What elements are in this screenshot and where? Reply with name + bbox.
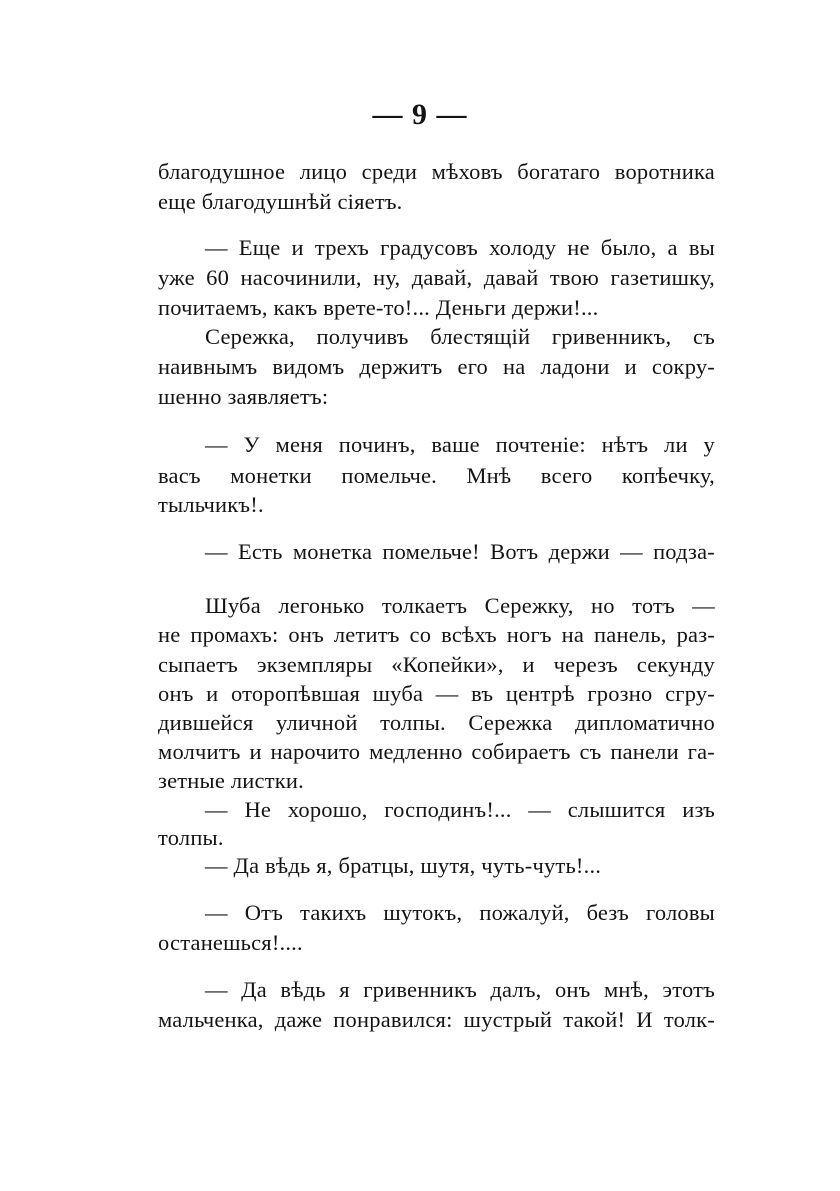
text-line: онъ и оторопѣвшая шуба — въ центрѣ грозно сгру- [158,681,715,706]
text-line: молчитъ и нарочито медленно собираетъ съ панели га- [158,739,715,764]
text-line: не промахъ: онъ летитъ со всѣхъ ногъ на панель, раз- [158,622,715,647]
text-line: почитаемъ, какъ врете-то!... Деньги держи!... [158,295,599,320]
text-line: уже 60 насочинили, ну, давай, давай твою газетишку, [158,265,715,290]
text-line: — Отъ такихъ шутокъ, пожалуй, безъ головы [205,900,715,925]
text-line: васъ монетки помельче. Мнѣ всего копѣечку, [158,463,715,488]
text-line: зетные листки. [158,768,304,793]
text-line: — Есть монетка помельче! Вотъ держи — подза- [205,539,715,564]
text-line: благодушное лицо среди мѣховъ богатаго воротника [158,159,715,184]
text-line: тыльчикъ!. [158,492,264,517]
text-line: — Еще и трехъ градусовъ холоду не было, а вы [205,235,715,260]
text-line: — Да вѣдь я гривенникъ далъ, онъ мнѣ, этотъ [205,977,715,1002]
text-line: шенно заявляетъ: [158,384,329,409]
text-line: дившейся уличной толпы. Сережка дипломатично [158,710,715,735]
text-line: мальченка, даже понравился: шустрый такой! И толк- [158,1007,715,1032]
text-line: толпы. [158,825,224,850]
text-line: Сережка, получивъ блестящій гривенникъ, съ [205,324,715,349]
text-line: останешься!.... [158,930,303,955]
text-line: — У меня починъ, ваше почтеніе: нѣтъ ли у [205,432,715,457]
text-line: сыпаетъ экземпляры «Копейки», и черезъ секунду [158,652,715,677]
text-line: Шуба легонько толкаетъ Сережку, но тотъ — [205,593,715,618]
page-number: — 9 — [372,98,468,131]
text-line: — Да вѣдь я, братцы, шутя, чуть-чуть!... [205,853,602,878]
text-line: еще благодушнѣй сіяетъ. [158,189,403,214]
text-line: — Не хорошо, господинъ!... — слышится изъ [205,797,715,822]
text-line: наивнымъ видомъ держитъ его на ладони и сокру- [158,354,715,379]
